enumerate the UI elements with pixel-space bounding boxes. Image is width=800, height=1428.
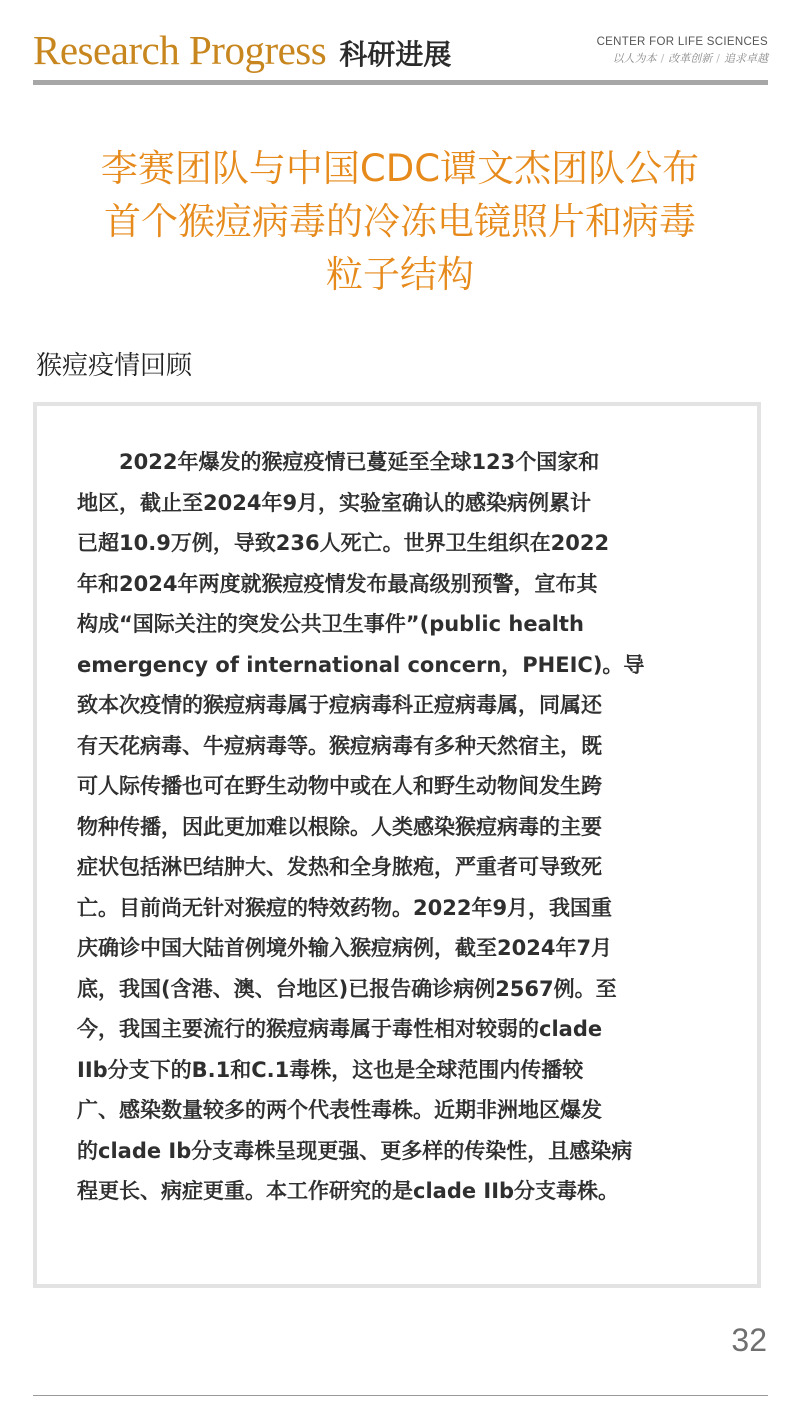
- motto-list: [597, 50, 768, 66]
- article-text-box: [33, 402, 761, 1288]
- paragraph-line: 庆确诊中国大陆首例境外输入猴痘病例，截至2024年7月: [77, 936, 613, 960]
- brand-title-en: Research Progress: [33, 27, 327, 73]
- motto-item: 改革创新: [668, 52, 713, 65]
- motto-item: 以人为本: [612, 52, 657, 65]
- paragraph-line: emergency of international concern，PHEIC)。导: [77, 652, 645, 677]
- paragraph-line: 的clade Ib分支毒株呈现更强、更多样的传染性，且感染病: [77, 1138, 633, 1163]
- paragraph-line: 程更长、病症更重。本工作研究的是clade IIb分支毒株。: [77, 1179, 620, 1203]
- motto-separator: /: [660, 52, 665, 65]
- paragraph-line: 构成“国际关注的突发公共卫生事件”(public health: [77, 612, 584, 636]
- paragraph-line: 可人际传播也可在野生动物中或在人和野生动物间发生跨: [77, 774, 602, 798]
- page-header: [33, 22, 768, 84]
- paragraph-line: 今，我国主要流行的猴痘病毒属于毒性相对较弱的clade: [77, 1017, 603, 1041]
- article-title: [20, 142, 780, 301]
- paragraph-line: 地区，截止至2024年9月，实验室确认的感染病例累计: [77, 490, 592, 515]
- paragraph-line: 底，我国(含港、澳、台地区)已报告确诊病例2567例。至: [77, 976, 617, 1001]
- paragraph-line: IIb分支下的B.1和C.1毒株，这也是全球范围内传播较: [77, 1057, 584, 1082]
- paragraph-line: 症状包括淋巴结肿大、发热和全身脓疱，严重者可导致死: [77, 855, 602, 879]
- article-title-line: 首个猴痘病毒的冷冻电镜照片和病毒: [104, 200, 696, 243]
- footer-divider: [33, 1395, 768, 1396]
- article-title-line: 李赛团队与中国CDC谭文杰团队公布: [100, 147, 700, 190]
- paragraph-line: 2022年爆发的猴痘疫情已蔓延至全球123个国家和: [119, 450, 600, 474]
- article-title-line: 粒子结构: [326, 253, 474, 296]
- motto-item: 追求卓越: [724, 52, 768, 65]
- paragraph-line: 致本次疫情的猴痘病毒属于痘病毒科正痘病毒属，同属还: [77, 693, 602, 717]
- page-number: 32: [731, 1322, 767, 1358]
- section-heading: 猴痘疫情回顾: [36, 351, 193, 381]
- paragraph-line: 物种传播，因此更加难以根除。人类感染猴痘病毒的主要: [77, 814, 602, 839]
- brand: [33, 26, 451, 74]
- paragraph-line: 广、感染数量较多的两个代表性毒株。近期非洲地区爆发: [77, 1098, 602, 1122]
- brand-title-zh: 科研进展: [339, 38, 452, 71]
- paragraph-line: 亡。目前尚无针对猴痘的特效药物。2022年9月，我国重: [77, 895, 613, 920]
- article-paragraph: [77, 442, 725, 1212]
- motto-separator: /: [716, 52, 720, 65]
- paragraph-line: 已超10.9万例，导致236人死亡。世界卫生组织在2022: [77, 531, 610, 555]
- paragraph-line: 年和2024年两度就猴痘疫情发布最高级别预警，宣布其: [77, 571, 598, 596]
- header-divider: [33, 80, 768, 85]
- center-name: CENTER FOR LIFE SCIENCES: [596, 36, 768, 48]
- paragraph-line: 有天花病毒、牛痘病毒等。猴痘病毒有多种天然宿主，既: [77, 733, 602, 758]
- center-block: [597, 36, 768, 66]
